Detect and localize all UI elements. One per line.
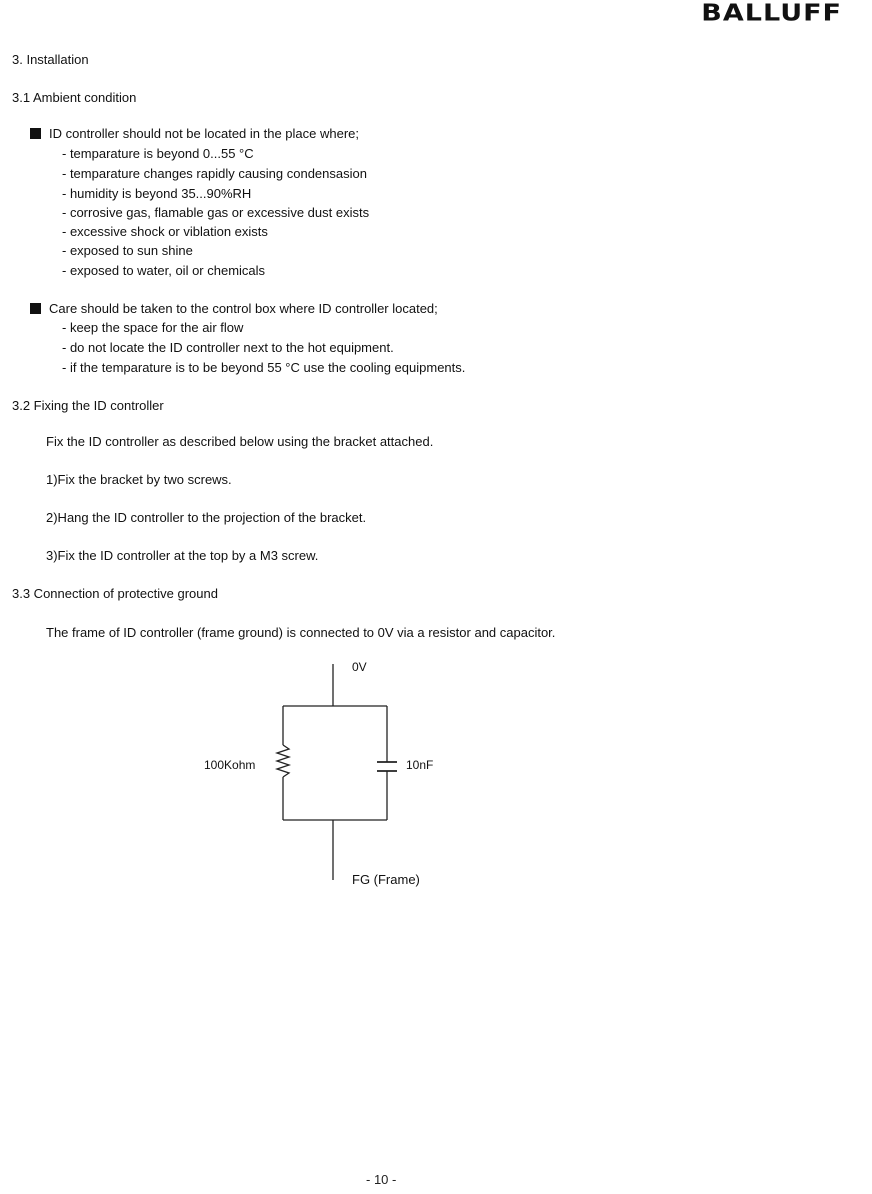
list-item: - keep the space for the air flow bbox=[62, 320, 244, 335]
bullet-2-heading-text: Care should be taken to the control box where ID controller located; bbox=[49, 301, 438, 316]
list-item: - if the temparature is to be beyond 55 °C use the cooling equipments. bbox=[62, 360, 466, 375]
label-capacitor: 10nF bbox=[406, 758, 434, 772]
section-3-3-intro: The frame of ID controller (frame ground) is connected to 0V via a resistor and capacitor. bbox=[46, 625, 556, 640]
section-3-3-title: 3.3 Connection of protective ground bbox=[12, 586, 218, 601]
step-3: 3)Fix the ID controller at the top by a M3 screw. bbox=[46, 548, 319, 563]
section-3-title: 3. Installation bbox=[12, 52, 89, 67]
list-item: - exposed to sun shine bbox=[62, 243, 193, 258]
resistor-symbol bbox=[277, 745, 289, 777]
list-item: - do not locate the ID controller next to the hot equipment. bbox=[62, 340, 394, 355]
list-item: - exposed to water, oil or chemicals bbox=[62, 263, 266, 278]
balluff-logo: BALLUFF bbox=[701, 0, 842, 27]
label-frame-ground: FG (Frame) bbox=[352, 872, 420, 887]
page-number: - 10 - bbox=[366, 1172, 397, 1187]
list-item: - excessive shock or viblation exists bbox=[62, 224, 268, 239]
step-2: 2)Hang the ID controller to the projection of the bracket. bbox=[46, 510, 367, 525]
section-3-1-title: 3.1 Ambient condition bbox=[12, 90, 137, 105]
list-item: - humidity is beyond 35...90%RH bbox=[62, 186, 252, 201]
list-item: - temparature is beyond 0...55 °C bbox=[62, 146, 254, 161]
bullet-1-heading-text: ID controller should not be located in the place where; bbox=[49, 126, 360, 141]
label-0v: 0V bbox=[352, 660, 367, 674]
label-resistor: 100Kohm bbox=[204, 758, 256, 772]
list-item: - corrosive gas, flamable gas or excessive dust exists bbox=[62, 205, 370, 220]
list-item: - temparature changes rapidly causing condensasion bbox=[62, 166, 367, 181]
section-3-2-intro: Fix the ID controller as described below using the bracket attached. bbox=[46, 434, 434, 449]
section-3-2-title: 3.2 Fixing the ID controller bbox=[12, 398, 164, 413]
step-1: 1)Fix the bracket by two screws. bbox=[46, 472, 232, 487]
